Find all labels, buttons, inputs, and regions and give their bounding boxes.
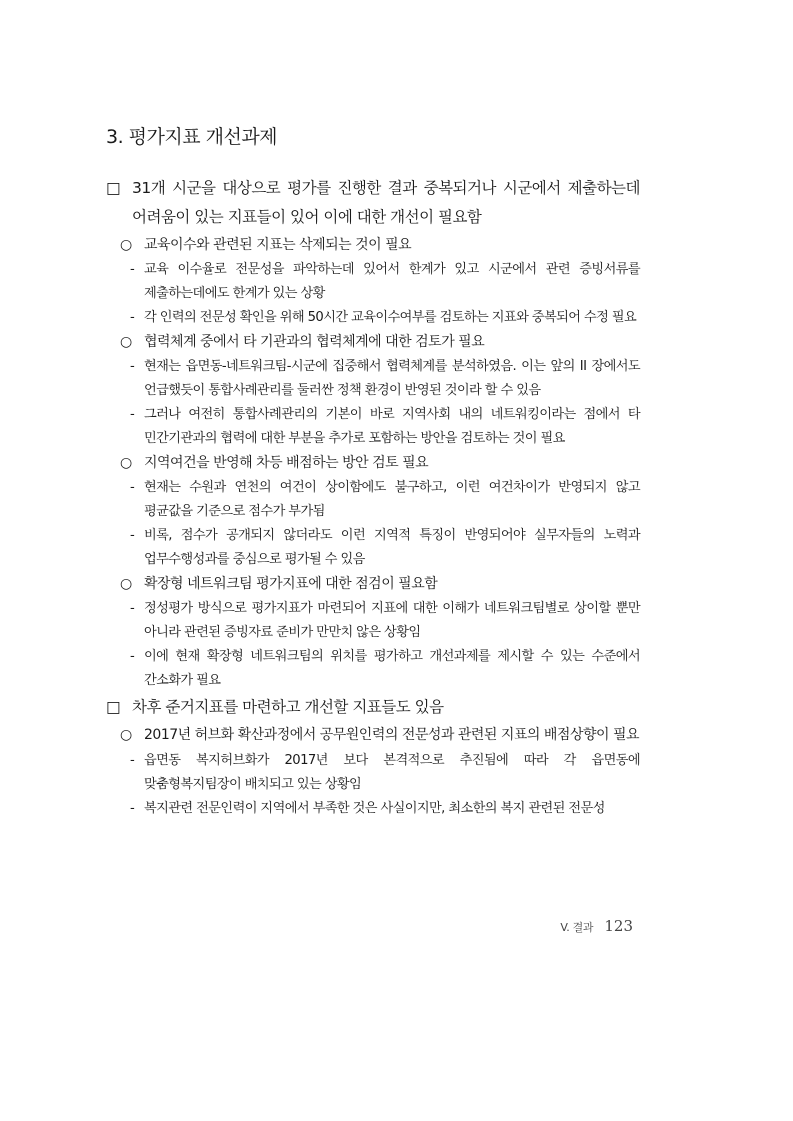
item-text: 각 인력의 전문성 확인을 위해 50시간 교육이수여부를 검토하는 지표와 중복되어 수정 필요 <box>144 310 637 325</box>
circle-bullet-icon: ○ <box>120 455 132 471</box>
square-bullet-icon: □ <box>106 179 121 197</box>
item-text: 복지관련 전문인력이 지역에서 부족한 것은 사실이지만, 최소한의 복지 관련된 전문성 <box>144 801 605 816</box>
page-number: 123 <box>604 917 633 935</box>
dash-bullet-icon: - <box>130 649 135 664</box>
circle-bullet-icon: ○ <box>120 237 132 253</box>
dash-bullet-item <box>106 355 640 403</box>
circle-bullet-item <box>106 330 640 355</box>
page-footer <box>560 916 633 935</box>
footer-section-label: V. 결과 <box>560 921 594 934</box>
dash-bullet-item <box>106 645 640 693</box>
item-text: 현재는 수원과 연천의 여건이 상이함에도 불구하고, 이런 여건차이가 반영되지 않고 평균값을 기준으로 점수가 부가됨 <box>144 480 640 519</box>
circle-bullet-item <box>106 572 640 597</box>
item-text: 비록, 점수가 공개되지 않더라도 이런 지역적 특징이 반영되어야 실무자들의 노력과 업무수행성과를 중심으로 평가될 수 있음 <box>144 528 640 567</box>
dash-bullet-icon: - <box>130 359 135 374</box>
item-text: 정성평가 방식으로 평가지표가 마련되어 지표에 대한 이해가 네트워크팀별로 상이할 뿐만 아니라 관련된 증빙자료 준비가 만만치 않은 상황임 <box>144 601 640 640</box>
dash-bullet-icon: - <box>130 753 135 768</box>
dash-bullet-item <box>106 306 640 330</box>
item-text: 현재는 읍면동-네트워크팀-시군에 집중해서 협력체계를 분석하였음. 이는 앞의 II 장에서도 언급했듯이 통합사례관리를 둘러싼 정책 환경이 반영된 것이라 할 수 있음 <box>144 359 640 398</box>
circle-bullet-item <box>106 722 640 749</box>
dash-bullet-icon: - <box>130 480 135 495</box>
dash-bullet-item <box>106 476 640 524</box>
dash-bullet-icon: - <box>130 310 135 325</box>
dash-bullet-icon: - <box>130 262 135 277</box>
dash-bullet-item <box>106 258 640 306</box>
dash-bullet-icon: - <box>130 801 135 816</box>
item-text: 협력체계 중에서 타 기관과의 협력체계에 대한 검토가 필요 <box>144 334 485 350</box>
dash-bullet-item <box>106 797 640 821</box>
dash-bullet-item <box>106 749 640 797</box>
item-text: 차후 준거지표를 마련하고 개선할 지표들도 있음 <box>132 698 444 716</box>
circle-bullet-icon: ○ <box>120 334 132 350</box>
circle-bullet-item <box>106 233 640 258</box>
item-text: 2017년 허브화 확산과정에서 공무원인력의 전문성과 관련된 지표의 배점상향이 필요 <box>144 727 640 743</box>
square-bullet-icon: □ <box>106 698 121 716</box>
item-text: 그러나 여전히 통합사례관리의 기본이 바로 지역사회 내의 네트워킹이라는 점에서 타 민간기관과의 협력에 대한 부분을 추가로 포함하는 방안을 검토하는 것이 필요 <box>144 407 640 446</box>
item-text: 확장형 네트워크팀 평가지표에 대한 점검이 필요함 <box>144 576 438 592</box>
circle-bullet-item <box>106 451 640 476</box>
dash-bullet-item <box>106 403 640 451</box>
square-bullet-item <box>106 174 640 232</box>
circle-bullet-icon: ○ <box>120 576 132 592</box>
dash-bullet-item <box>106 597 640 645</box>
item-text: 31개 시군을 대상으로 평가를 진행한 결과 중복되거나 시군에서 제출하는데 어려움이 있는 지표들이 있어 이에 대한 개선이 필요함 <box>132 179 640 226</box>
item-text: 교육 이수율로 전문성을 파악하는데 있어서 한계가 있고 시군에서 관련 증빙서류를 제출하는데에도 한계가 있는 상황 <box>144 262 640 301</box>
circle-bullet-icon: ○ <box>120 727 132 743</box>
square-bullet-item <box>106 693 640 722</box>
section-body <box>106 174 640 821</box>
section-title: 3. 평가지표 개선과제 <box>106 126 278 148</box>
dash-bullet-item <box>106 524 640 572</box>
dash-bullet-icon: - <box>130 528 135 543</box>
item-text: 읍면동 복지허브화가 2017년 보다 본격적으로 추진됨에 따라 각 읍면동에 맞춤형복지팀장이 배치되고 있는 상황임 <box>144 753 640 792</box>
item-text: 지역여건을 반영해 차등 배점하는 방안 검토 필요 <box>144 455 429 471</box>
item-text: 교육이수와 관련된 지표는 삭제되는 것이 필요 <box>144 237 412 253</box>
dash-bullet-icon: - <box>130 407 135 422</box>
item-text: 이에 현재 확장형 네트워크팀의 위치를 평가하고 개선과제를 제시할 수 있는 수준에서 간소화가 필요 <box>144 649 640 688</box>
dash-bullet-icon: - <box>130 601 135 616</box>
